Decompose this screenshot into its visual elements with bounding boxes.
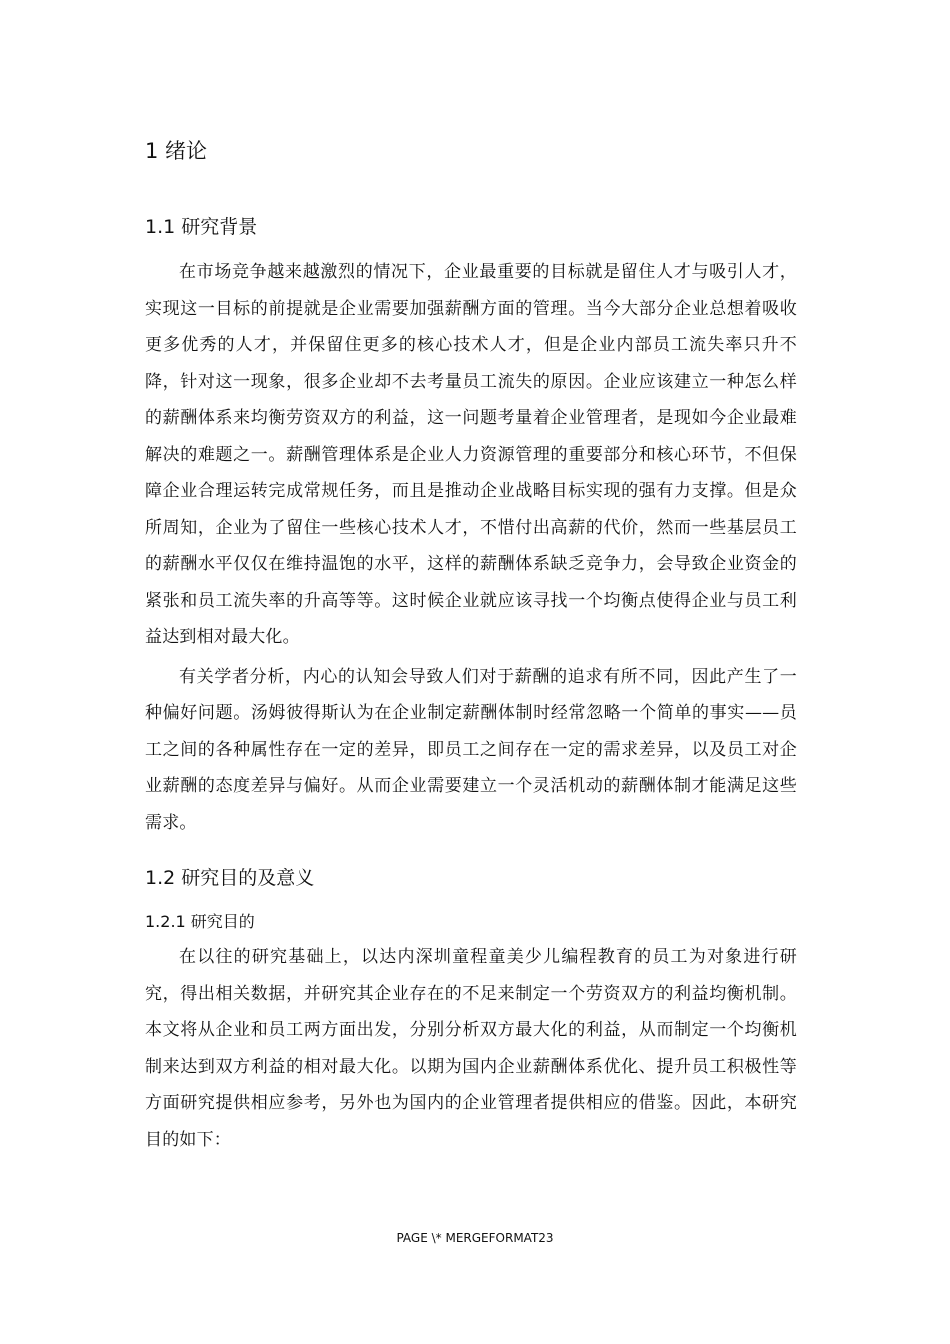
body-paragraph: 有关学者分析，内心的认知会导致人们对于薪酬的追求有所不同，因此产生了一种偏好问题。汤姆彼得斯认为在企业制定薪酬体制时经常忽略一个简单的事实——员工之间的各种属性存在一定的差异，即员工之间存在一定的需求差异，以及员工对企业薪酬的态度差异与偏好。从而企业需要建立一个灵活机动的薪酬体制才能满足这些需求。 (145, 666, 797, 833)
body-paragraph: 在市场竞争越来越激烈的情况下，企业最重要的目标就是留住人才与吸引人才，实现这一目标的前提就是企业需要加强薪酬方面的管理。当今大部分企业总想着吸收更多优秀的人才，并保留住更多的核心技术人才，但是企业内部员工流失率只升不降，针对这一现象，很多企业却不去考量员工流失的原因。企业应该建立一种怎么样的薪酬体系来均衡劳资双方的利益，这一问题考量着企业管理者，是现如今企业最难解决的难题之一。薪酬管理体系是企业人力资源管理的重要部分和核心环节，不但保障企业合理运转完成常规任务，而且是推动企业战略目标实现的强有力支撑。但是众所周知，企业为了留住一些核心技术人才，不惜付出高薪的代价，然而一些基层员工的薪酬水平仅仅在维持温饱的水平，这样的薪酬体系缺乏竞争力，会导致企业资金的紧张和员工流失率的升高等等。这时候企业就应该寻找一个均衡点使得企业与员工利益达到相对最大化。 (145, 262, 797, 647)
subsection-heading-purpose: 1.2.1 研究目的 (145, 912, 255, 931)
page-footer-field: PAGE \* MERGEFORMAT23 (396, 1231, 554, 1245)
body-paragraph: 在以往的研究基础上，以达内深圳童程童美少儿编程教育的员工为对象进行研究，得出相关数据，并研究其企业存在的不足来制定一个劳资双方的利益均衡机制。本文将从企业和员工两方面出发，分别分析双方最大化的利益，从而制定一个均衡机制来达到双方利益的相对最大化。以期为国内企业薪酬体系优化、提升员工积极性等方面研究提供相应参考，另外也为国内的企业管理者提供相应的借鉴。因此，本研究目的如下： (145, 947, 797, 1150)
section-heading-background: 1.1 研究背景 (145, 216, 258, 238)
chapter-title: 1 绪论 (145, 139, 208, 163)
section-heading-purpose-significance: 1.2 研究目的及意义 (145, 867, 315, 889)
page-content (145, 128, 797, 1158)
